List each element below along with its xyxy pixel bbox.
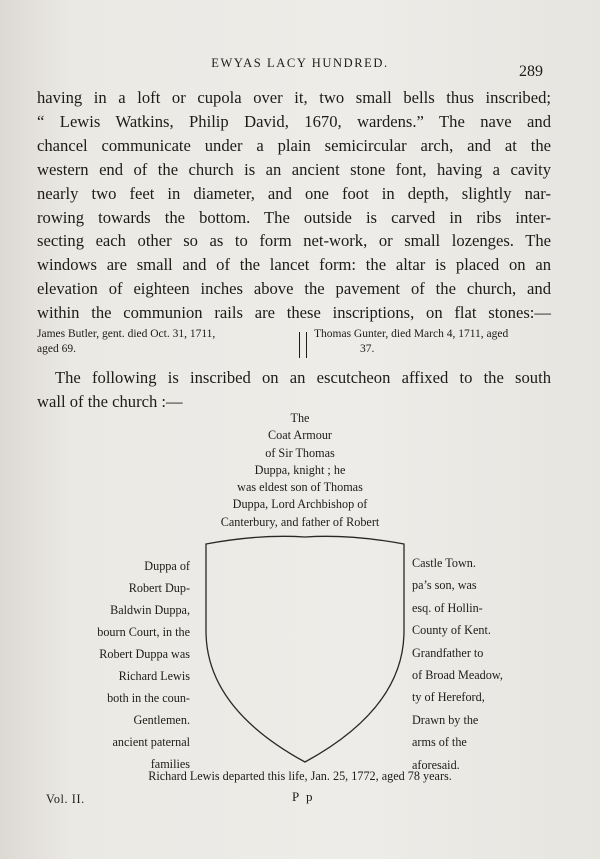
inscription-line: families <box>150 757 190 771</box>
inscription-line: Duppa of <box>144 559 190 573</box>
inscription-line: The <box>290 411 310 425</box>
paragraph-line: The following is inscribed on an escutcheon affixed to the south <box>55 368 551 387</box>
inscription-line: Canterbury, and father of Robert <box>220 514 380 529</box>
inscription-line: Richard Lewis <box>118 669 190 683</box>
volume-label: Vol. II. <box>46 792 85 806</box>
death-record-line: Richard Lewis departed this life, Jan. 25, 1772, aged 78 years. <box>148 769 452 783</box>
body-line: windows are small and of the lancet form: the altar is placed on an <box>37 255 551 275</box>
inscription-line: Robert Duppa was <box>99 647 190 661</box>
paragraph-line: wall of the church :— <box>37 392 183 411</box>
inscription-line: of Sir Thomas <box>265 445 335 460</box>
body-line: western end of the church is an ancient stone font, having a cavity <box>37 159 551 179</box>
footnote-right-line: Thomas Gunter, died March 4, 1711, aged <box>314 328 509 340</box>
body-line: secting each other so as to form net-work, or small lozenges. The <box>37 231 551 251</box>
inscription-line: Robert Dup- <box>128 581 190 595</box>
escutcheon-intro-paragraph <box>37 366 551 414</box>
inscription-line: Drawn by the <box>412 712 479 727</box>
inscription-line: Coat Armour <box>268 428 332 443</box>
body-paragraph <box>37 86 551 325</box>
inscription-line: Gentlemen. <box>133 713 190 727</box>
running-head: EWYAS LACY HUNDRED. <box>211 56 389 70</box>
inscription-line: ancient paternal <box>112 735 190 749</box>
escutcheon-shield-outline <box>200 533 410 765</box>
inscription-line: Duppa, knight ; he <box>254 462 346 477</box>
escutcheon-right-column <box>412 552 552 776</box>
body-line: having in a loft or cupola over it, two small bells thus inscribed; <box>37 88 551 107</box>
footnote-left-line: aged 69. <box>37 343 76 355</box>
page-number: 289 <box>519 63 543 80</box>
inscription-line: was eldest son of Thomas <box>237 480 363 495</box>
inscription-line: aforesaid. <box>412 757 460 772</box>
double-rule-divider <box>299 332 307 358</box>
inscription-line: pa’s son, was <box>412 578 477 593</box>
inscription-line: esq. of Hollin- <box>412 600 483 615</box>
inscription-line: of Broad Meadow, <box>412 668 503 683</box>
footnote-inscriptions <box>37 327 557 361</box>
inscription-line: Baldwin Duppa, <box>110 603 190 617</box>
escutcheon-left-column <box>60 555 190 775</box>
escutcheon-inscription-head <box>200 410 400 531</box>
signature-mark: P p <box>292 789 315 804</box>
inscription-line: Castle Town. <box>412 556 476 570</box>
footnote-right <box>314 327 557 357</box>
footnote-left <box>37 327 295 357</box>
inscription-line: both in the coun- <box>107 691 190 705</box>
inscription-line: bourn Court, in the <box>97 625 190 639</box>
body-line: within the communion rails are these inscriptions, on flat stones:— <box>37 303 551 323</box>
footnote-left-line: James Butler, gent. died Oct. 31, 1711, <box>37 328 216 340</box>
body-line: chancel communicate under a plain semicircular arch, and at the <box>37 135 551 155</box>
inscription-line: Grandfather to <box>412 645 484 660</box>
body-line: rowing towards the bottom. The outside is carved in ribs inter- <box>37 207 551 227</box>
footnote-right-line: 37. <box>360 343 375 355</box>
inscription-line: Duppa, Lord Archbishop of <box>232 497 368 512</box>
body-line: nearly two feet in diameter, and one foot in depth, slightly nar- <box>37 183 551 203</box>
inscription-line: arms of the <box>412 735 467 750</box>
inscription-line: County of Kent. <box>412 623 491 638</box>
body-line: elevation of eighteen inches above the pavement of the church, and <box>37 279 551 299</box>
inscription-line: ty of Hereford, <box>412 690 485 705</box>
body-line: “ Lewis Watkins, Philip David, 1670, wardens.” The nave and <box>37 111 551 131</box>
